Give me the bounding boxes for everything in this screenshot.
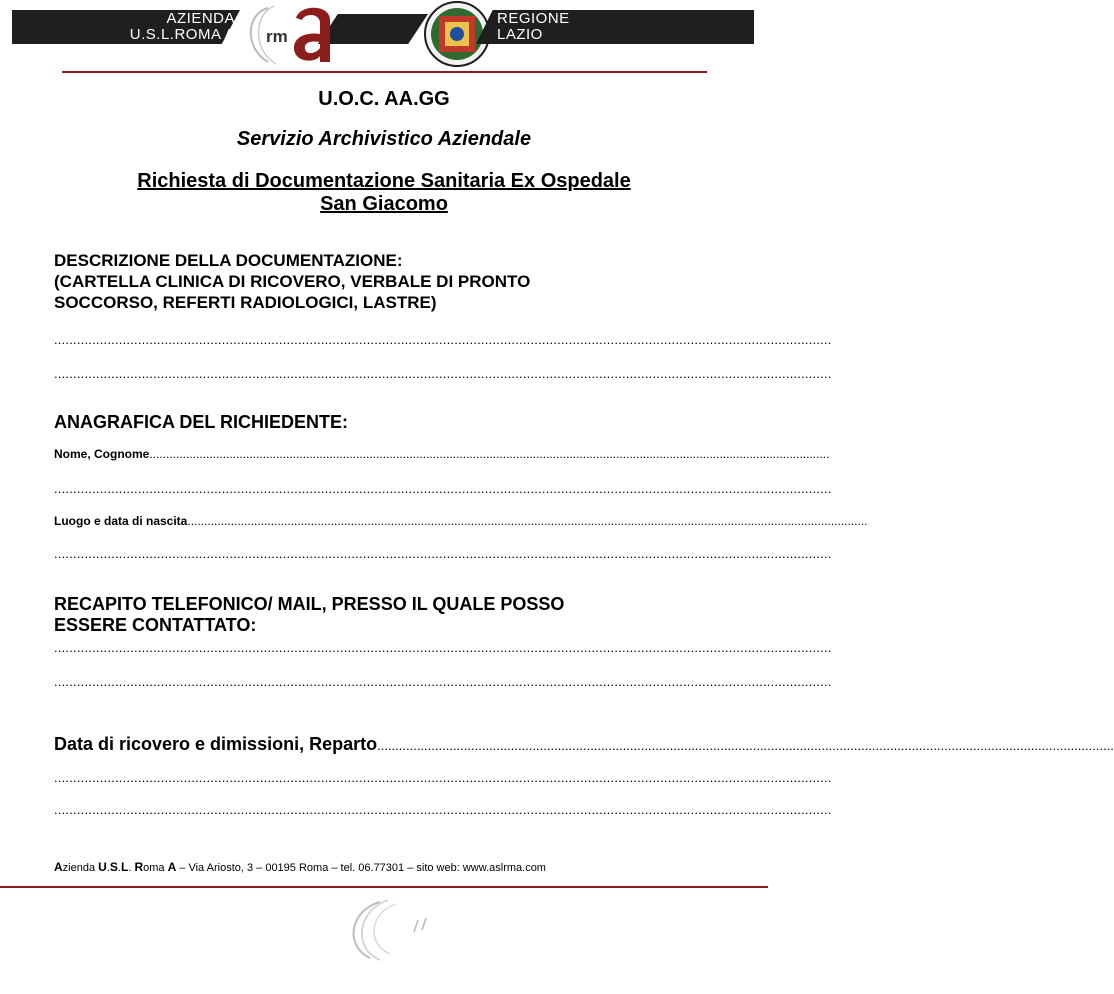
footer-a2: U <box>98 860 107 874</box>
servizio-title: Servizio Archivistico Aziendale <box>236 128 532 150</box>
luogo-nascita-label: Luogo e data di nascita <box>54 514 188 528</box>
nome-cognome-dots: ............................................................................................................................................................................................................ <box>149 447 830 461</box>
footer-t3: . <box>117 862 121 874</box>
footer-a4: L <box>120 860 129 874</box>
nome-cognome-field-2[interactable]: ............................................................................................................................................................................................................ <box>54 481 832 496</box>
recapito-heading <box>54 594 714 636</box>
nome-cognome-field[interactable] <box>54 447 830 461</box>
header-rule <box>62 71 707 73</box>
ricovero-field-2[interactable]: ............................................................................................................................................................................................................ <box>54 770 832 785</box>
descrizione-field-1[interactable]: ............................................................................................................................................................................................................ <box>54 332 832 347</box>
richiesta-title <box>0 170 768 216</box>
regione-line2: LAZIO <box>497 26 543 43</box>
recapito-field-2[interactable]: ............................................................................................................................................................................................................ <box>54 674 832 689</box>
ricovero-field[interactable] <box>54 734 1114 755</box>
descrizione-line2: (CARTELLA CLINICA DI RICOVERO, VERBALE DI PRONTO <box>54 272 531 291</box>
nome-cognome-label: Nome, Cognome <box>54 447 150 461</box>
uoc-title: U.O.C. AA.GG <box>318 88 450 110</box>
svg-text:rm: rm <box>266 27 288 46</box>
footer-a1: A <box>54 860 63 874</box>
regione-line1: REGIONE <box>497 10 570 27</box>
regione-label <box>497 11 570 43</box>
richiesta-line1: Richiesta di Documentazione Sanitaria Ex Ospedale <box>137 170 631 192</box>
footer-a3: S <box>109 860 118 874</box>
descrizione-line1: DESCRIZIONE DELLA DOCUMENTAZIONE: <box>54 251 403 270</box>
recapito-line2: ESSERE CONTATTATO: <box>54 615 257 635</box>
luogo-nascita-field-2[interactable]: ............................................................................................................................................................................................................ <box>54 546 832 561</box>
footer-t1: zienda <box>62 862 99 874</box>
footer-rule <box>0 886 768 888</box>
footer-rest: – Via Ariosto, 3 – 00195 Roma – tel. 06.77301 – sito web: www.aslrma.com <box>176 862 546 874</box>
azienda-line1: AZIENDA <box>166 10 235 27</box>
descrizione-line3: SOCCORSO, REFERTI RADIOLOGICI, LASTRE) <box>54 293 437 312</box>
recapito-field-1[interactable]: ............................................................................................................................................................................................................ <box>54 640 832 655</box>
azienda-label <box>120 11 235 43</box>
ricovero-label: Data di ricovero e dimissioni, Reparto <box>54 734 378 754</box>
rm-logo-icon <box>238 0 338 72</box>
luogo-nascita-field[interactable] <box>54 514 868 528</box>
footer-t5: oma <box>143 862 168 874</box>
descrizione-heading <box>54 250 714 313</box>
azienda-line2: U.S.L.ROMA A <box>129 26 235 43</box>
ricovero-dots: ............................................................................................................................................................................................................ <box>377 738 1114 753</box>
asl-watermark-icon <box>340 896 440 966</box>
ricovero-field-3[interactable]: ............................................................................................................................................................................................................ <box>54 802 832 817</box>
anagrafica-heading: ANAGRAFICA DEL RICHIEDENTE: <box>54 412 349 432</box>
recapito-line1: RECAPITO TELEFONICO/ MAIL, PRESSO IL QUALE POSSO <box>54 594 565 614</box>
descrizione-field-2[interactable]: ............................................................................................................................................................................................................ <box>54 366 832 381</box>
richiesta-line2: San Giacomo <box>320 193 448 215</box>
footer-address <box>54 860 546 874</box>
header-banner <box>0 0 768 72</box>
footer-a6: A <box>167 860 177 874</box>
footer-t2: . <box>106 862 110 874</box>
footer-t4: . <box>128 862 135 874</box>
footer-a5: R <box>134 860 144 874</box>
luogo-nascita-dots: ............................................................................................................................................................................................................ <box>187 514 868 528</box>
